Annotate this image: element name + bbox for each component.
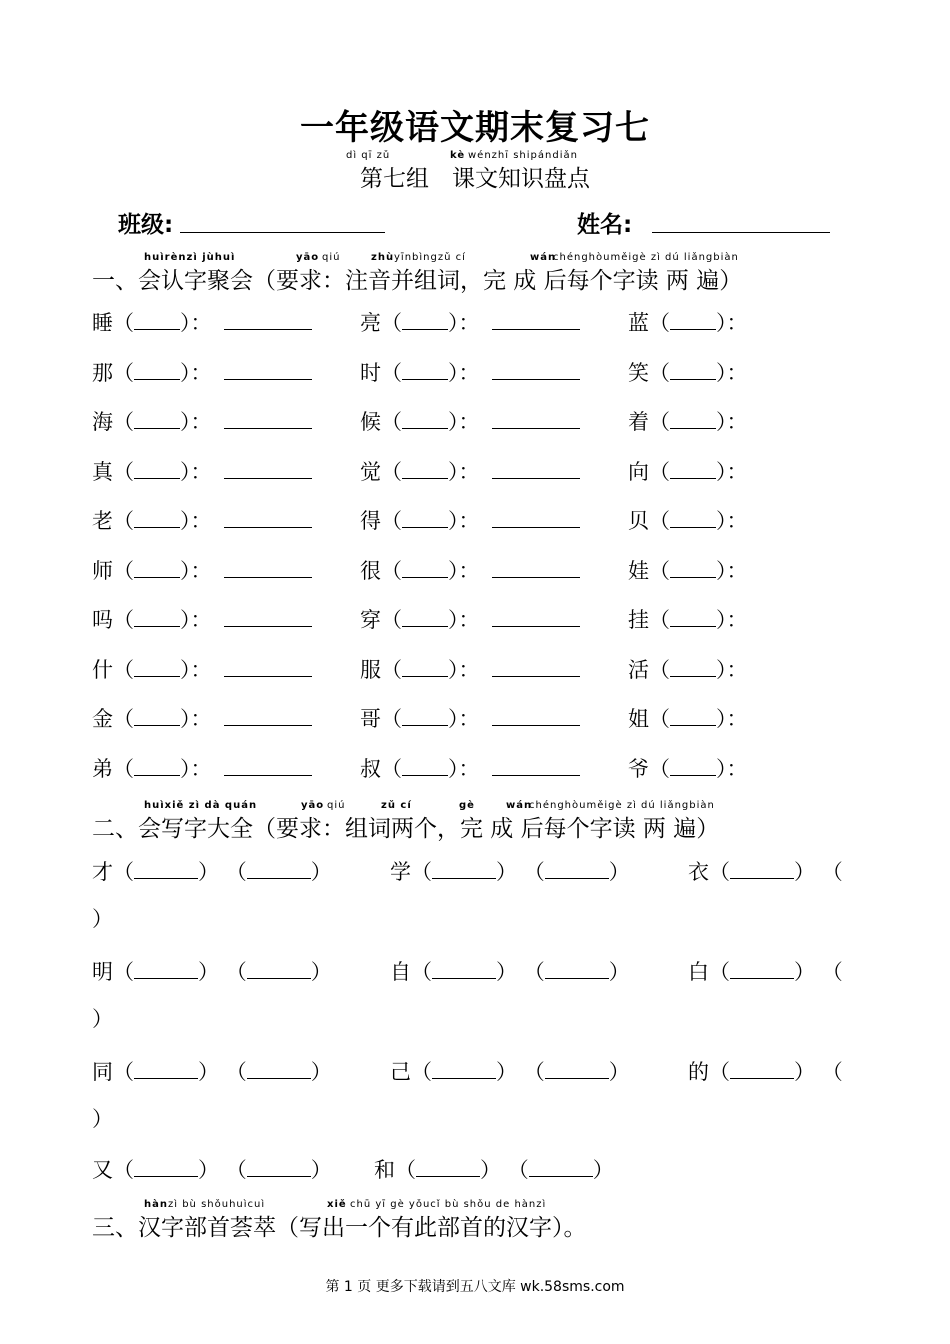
paren-close: ）： bbox=[448, 558, 480, 583]
char-entry bbox=[688, 856, 843, 886]
char-entry bbox=[360, 604, 580, 634]
word-blank[interactable] bbox=[416, 1156, 480, 1177]
char-entry bbox=[374, 1154, 614, 1184]
section2-pinyin-4: zǔ cí bbox=[381, 800, 412, 811]
paren-close: ）： bbox=[716, 509, 748, 533]
char-entry bbox=[92, 406, 312, 436]
char-entry bbox=[92, 1056, 332, 1086]
pinyin-blank[interactable] bbox=[134, 705, 180, 726]
paren-open: （ bbox=[821, 960, 843, 984]
char: 向 bbox=[628, 459, 649, 484]
section3-pinyin-3: xiě bbox=[327, 1199, 347, 1210]
pinyin-blank[interactable] bbox=[134, 309, 180, 330]
paren-close: ） bbox=[310, 1060, 332, 1084]
word-blank[interactable] bbox=[492, 656, 580, 677]
pinyin-blank[interactable] bbox=[402, 557, 448, 578]
char: 同 bbox=[92, 1060, 113, 1084]
section1-pinyin-7: chénghòuměigè zì dú liǎngbiàn bbox=[553, 252, 739, 263]
word-blank[interactable] bbox=[247, 1156, 311, 1177]
char: 己 bbox=[390, 1060, 411, 1084]
char: 白 bbox=[688, 960, 709, 984]
paren-open: （ bbox=[113, 410, 134, 434]
paren-open: （ bbox=[381, 608, 402, 632]
word-blank[interactable] bbox=[224, 458, 312, 479]
word-blank[interactable] bbox=[545, 958, 609, 979]
word-blank[interactable] bbox=[224, 557, 312, 578]
paren-close: ） bbox=[198, 960, 219, 984]
paren-close: ） bbox=[92, 1107, 113, 1131]
word-blank[interactable] bbox=[432, 958, 496, 979]
paren-close: ）： bbox=[448, 509, 480, 533]
class-field[interactable] bbox=[180, 232, 385, 233]
word-blank[interactable] bbox=[134, 858, 198, 879]
paren-open: （ bbox=[523, 860, 545, 884]
paren-close: ）： bbox=[448, 410, 480, 434]
paren-open: （ bbox=[113, 756, 134, 781]
section3-pinyin-1: hàn bbox=[144, 1199, 168, 1210]
section2-pinyin-7: chénghòuměigè zì dú liǎngbiàn bbox=[529, 800, 715, 811]
word-blank[interactable] bbox=[545, 858, 609, 879]
char-entry bbox=[360, 406, 580, 436]
char-entry bbox=[92, 456, 312, 486]
class-label: 班级: bbox=[118, 212, 174, 238]
paren-open: （ bbox=[709, 860, 730, 884]
paren-close: ） bbox=[608, 860, 630, 884]
pinyin-blank[interactable] bbox=[402, 408, 448, 429]
paren-close: ）： bbox=[716, 558, 748, 583]
paren-close: ）： bbox=[448, 657, 480, 682]
paren-close: ）： bbox=[716, 311, 748, 335]
char-entry bbox=[92, 956, 332, 986]
char: 很 bbox=[360, 558, 381, 583]
paren-close: ）： bbox=[716, 657, 748, 682]
paren-close: ） bbox=[794, 860, 815, 884]
paren-close: ） bbox=[198, 1158, 219, 1182]
word-blank[interactable] bbox=[492, 606, 580, 627]
char-entry bbox=[92, 753, 312, 783]
char-entry bbox=[92, 505, 312, 535]
char-entry bbox=[628, 753, 748, 783]
char: 吗 bbox=[92, 608, 113, 632]
char-entry bbox=[92, 357, 312, 387]
paren-close: ） bbox=[92, 907, 113, 931]
char-entry bbox=[360, 357, 580, 387]
char: 什 bbox=[92, 657, 113, 682]
char: 师 bbox=[92, 558, 113, 583]
paren-open: （ bbox=[113, 707, 134, 731]
char-entry bbox=[92, 555, 312, 585]
section2-pinyin-6: wán bbox=[506, 800, 533, 811]
paren-open: （ bbox=[381, 756, 402, 781]
paren-open: （ bbox=[507, 1158, 529, 1182]
pinyin-blank[interactable] bbox=[402, 458, 448, 479]
pinyin-blank[interactable] bbox=[402, 755, 448, 776]
pinyin-blank[interactable] bbox=[670, 458, 716, 479]
section2-heading: 二、会写字大全（要求：组词两个，完 成 后每个字读 两 遍） bbox=[92, 816, 720, 842]
word-blank[interactable] bbox=[134, 1156, 198, 1177]
paren-open: （ bbox=[225, 1158, 247, 1182]
word-blank[interactable] bbox=[492, 408, 580, 429]
char: 哥 bbox=[360, 707, 381, 731]
paren-close: ）： bbox=[180, 707, 212, 731]
char-entry bbox=[628, 555, 748, 585]
char-entry-wrap bbox=[92, 1003, 113, 1033]
section1-pinyin-2: yāo bbox=[296, 252, 320, 263]
paren-close: ） bbox=[794, 1060, 815, 1084]
paren-open: （ bbox=[411, 1060, 432, 1084]
paren-open: （ bbox=[381, 657, 402, 682]
paren-open: （ bbox=[395, 1158, 416, 1182]
char: 弟 bbox=[92, 756, 113, 781]
paren-close: ） bbox=[92, 1007, 113, 1031]
char-entry bbox=[92, 654, 312, 684]
paren-open: （ bbox=[113, 558, 134, 583]
word-blank[interactable] bbox=[492, 755, 580, 776]
paren-close: ） bbox=[480, 1158, 501, 1182]
paren-close: ） bbox=[496, 960, 517, 984]
pinyin-blank[interactable] bbox=[134, 408, 180, 429]
paren-open: （ bbox=[709, 960, 730, 984]
paren-close: ）： bbox=[448, 608, 480, 632]
char-entry bbox=[628, 307, 748, 337]
word-blank[interactable] bbox=[134, 1058, 198, 1079]
word-blank[interactable] bbox=[545, 1058, 609, 1079]
paren-open: （ bbox=[411, 860, 432, 884]
paren-open: （ bbox=[381, 410, 402, 434]
char: 又 bbox=[92, 1158, 113, 1182]
char-entry bbox=[628, 505, 748, 535]
char: 时 bbox=[360, 360, 381, 385]
char: 那 bbox=[92, 360, 113, 385]
pinyin-blank[interactable] bbox=[134, 755, 180, 776]
char: 候 bbox=[360, 410, 381, 434]
subtitle-pinyin-1: dì qī zǔ bbox=[346, 150, 391, 161]
paren-open: （ bbox=[523, 1060, 545, 1084]
name-field[interactable] bbox=[652, 232, 830, 233]
pinyin-blank[interactable] bbox=[402, 309, 448, 330]
pinyin-blank[interactable] bbox=[670, 755, 716, 776]
paren-open: （ bbox=[113, 608, 134, 632]
char: 得 bbox=[360, 509, 381, 533]
word-blank[interactable] bbox=[247, 1058, 311, 1079]
word-blank[interactable] bbox=[224, 606, 312, 627]
word-blank[interactable] bbox=[432, 1058, 496, 1079]
section1-pinyin-3: qiú bbox=[322, 252, 341, 263]
paren-close: ） bbox=[310, 960, 332, 984]
word-blank[interactable] bbox=[224, 705, 312, 726]
section3-pinyin-2: zì bù shǒuhuìcuì bbox=[168, 1199, 266, 1210]
paren-close: ）： bbox=[716, 410, 748, 434]
word-blank[interactable] bbox=[224, 309, 312, 330]
char-entry bbox=[92, 1154, 332, 1184]
pinyin-blank[interactable] bbox=[402, 705, 448, 726]
paren-open: （ bbox=[381, 558, 402, 583]
paren-close: ） bbox=[608, 960, 630, 984]
char-entry bbox=[390, 1056, 630, 1086]
word-blank[interactable] bbox=[224, 755, 312, 776]
char-entry bbox=[360, 654, 580, 684]
char-entry bbox=[628, 654, 748, 684]
section3-heading: 三、汉字部首荟萃（写出一个有此部首的汉字）。 bbox=[92, 1215, 587, 1241]
paren-open: （ bbox=[225, 860, 247, 884]
paren-open: （ bbox=[649, 459, 670, 484]
pinyin-blank[interactable] bbox=[134, 458, 180, 479]
paren-close: ）： bbox=[448, 707, 480, 731]
paren-close: ） bbox=[608, 1060, 630, 1084]
section2-pinyin-3: qiú bbox=[327, 800, 346, 811]
word-blank[interactable] bbox=[730, 858, 794, 879]
pinyin-blank[interactable] bbox=[402, 507, 448, 528]
word-blank[interactable] bbox=[224, 359, 312, 380]
section1-heading: 一、会认字聚会（要求：注音并组词，完 成 后每个字读 两 遍） bbox=[92, 268, 743, 294]
char: 自 bbox=[390, 960, 411, 984]
word-blank[interactable] bbox=[224, 507, 312, 528]
paren-close: ）： bbox=[180, 311, 212, 335]
pinyin-blank[interactable] bbox=[134, 557, 180, 578]
pinyin-blank[interactable] bbox=[134, 507, 180, 528]
char-entry bbox=[92, 856, 332, 886]
paren-open: （ bbox=[381, 509, 402, 533]
pinyin-blank[interactable] bbox=[670, 656, 716, 677]
word-blank[interactable] bbox=[730, 1058, 794, 1079]
paren-close: ）： bbox=[180, 360, 212, 385]
paren-open: （ bbox=[649, 657, 670, 682]
char: 娃 bbox=[628, 558, 649, 583]
char-entry bbox=[360, 703, 580, 733]
paren-open: （ bbox=[113, 509, 134, 533]
char-entry-wrap bbox=[92, 903, 113, 933]
paren-close: ）： bbox=[180, 410, 212, 434]
char-entry bbox=[628, 604, 748, 634]
char-entry bbox=[92, 307, 312, 337]
paren-open: （ bbox=[113, 1060, 134, 1084]
char-entry bbox=[688, 956, 843, 986]
char: 蓝 bbox=[628, 311, 649, 335]
char: 觉 bbox=[360, 459, 381, 484]
paren-open: （ bbox=[649, 509, 670, 533]
paren-close: ） bbox=[198, 860, 219, 884]
char: 和 bbox=[374, 1158, 395, 1182]
paren-open: （ bbox=[821, 860, 843, 884]
char-entry bbox=[628, 703, 748, 733]
char-entry bbox=[360, 456, 580, 486]
char: 亮 bbox=[360, 311, 381, 335]
paren-open: （ bbox=[381, 311, 402, 335]
char: 爷 bbox=[628, 756, 649, 781]
word-blank[interactable] bbox=[492, 359, 580, 380]
section1-pinyin-1: huìrènzì jùhuì bbox=[144, 252, 236, 263]
pinyin-blank[interactable] bbox=[670, 309, 716, 330]
char: 服 bbox=[360, 657, 381, 682]
paren-open: （ bbox=[649, 756, 670, 781]
char: 老 bbox=[92, 509, 113, 533]
paren-close: ）： bbox=[180, 509, 212, 533]
word-blank[interactable] bbox=[492, 507, 580, 528]
subtitle-pinyin-2: kè bbox=[450, 150, 466, 161]
word-blank[interactable] bbox=[492, 458, 580, 479]
word-blank[interactable] bbox=[247, 958, 311, 979]
paren-open: （ bbox=[649, 558, 670, 583]
char: 贝 bbox=[628, 509, 649, 533]
char: 挂 bbox=[628, 608, 649, 632]
paren-open: （ bbox=[649, 311, 670, 335]
char-entry bbox=[390, 956, 630, 986]
pinyin-blank[interactable] bbox=[670, 606, 716, 627]
word-blank[interactable] bbox=[492, 557, 580, 578]
word-blank[interactable] bbox=[432, 858, 496, 879]
char: 的 bbox=[688, 1060, 709, 1084]
paren-close: ）： bbox=[180, 608, 212, 632]
paren-close: ）： bbox=[448, 360, 480, 385]
paren-close: ）： bbox=[716, 608, 748, 632]
paren-close: ） bbox=[198, 1060, 219, 1084]
char: 海 bbox=[92, 410, 113, 434]
paren-close: ）： bbox=[448, 311, 480, 335]
char-entry bbox=[360, 505, 580, 535]
char: 衣 bbox=[688, 860, 709, 884]
pinyin-blank[interactable] bbox=[134, 359, 180, 380]
char: 笑 bbox=[628, 360, 649, 385]
pinyin-blank[interactable] bbox=[402, 606, 448, 627]
paren-close: ） bbox=[794, 960, 815, 984]
paren-close: ）： bbox=[716, 459, 748, 484]
subtitle: 第七组 课文知识盘点 bbox=[360, 166, 590, 192]
section1-pinyin-4: zhù bbox=[371, 252, 395, 263]
char: 活 bbox=[628, 657, 649, 682]
paren-open: （ bbox=[523, 960, 545, 984]
paren-close: ）： bbox=[716, 360, 748, 385]
page-title: 一年级语文期末复习七 bbox=[300, 108, 650, 148]
section2-pinyin-5: gè bbox=[459, 800, 475, 811]
paren-open: （ bbox=[649, 360, 670, 385]
paren-close: ）： bbox=[180, 756, 212, 781]
char: 真 bbox=[92, 459, 113, 484]
char: 金 bbox=[92, 707, 113, 731]
paren-open: （ bbox=[225, 1060, 247, 1084]
paren-open: （ bbox=[113, 960, 134, 984]
char-entry bbox=[360, 753, 580, 783]
char-entry-wrap bbox=[92, 1103, 113, 1133]
section1-pinyin-6: wán bbox=[530, 252, 557, 263]
paren-open: （ bbox=[649, 608, 670, 632]
paren-open: （ bbox=[411, 960, 432, 984]
paren-close: ）： bbox=[716, 756, 748, 781]
pinyin-blank[interactable] bbox=[670, 507, 716, 528]
pinyin-blank[interactable] bbox=[402, 656, 448, 677]
paren-open: （ bbox=[381, 707, 402, 731]
word-blank[interactable] bbox=[730, 958, 794, 979]
char-entry bbox=[628, 456, 748, 486]
paren-open: （ bbox=[113, 459, 134, 484]
word-blank[interactable] bbox=[492, 705, 580, 726]
word-blank[interactable] bbox=[529, 1156, 593, 1177]
section3-pinyin-4: chū yī gè yǒucǐ bù shǒu de hànzì bbox=[350, 1199, 547, 1210]
footer: 第 1 页 更多下载请到五八文库 wk.58sms.com bbox=[325, 1279, 625, 1295]
word-blank[interactable] bbox=[224, 408, 312, 429]
char-entry bbox=[628, 406, 748, 436]
char-entry bbox=[92, 703, 312, 733]
paren-close: ）： bbox=[180, 657, 212, 682]
char-entry bbox=[688, 1056, 843, 1086]
section2-pinyin-2: yāo bbox=[301, 800, 325, 811]
char: 穿 bbox=[360, 608, 381, 632]
char: 明 bbox=[92, 960, 113, 984]
paren-open: （ bbox=[113, 311, 134, 335]
char-entry bbox=[628, 357, 748, 387]
paren-open: （ bbox=[225, 960, 247, 984]
char: 睡 bbox=[92, 311, 113, 335]
section2-pinyin-1: huìxiě zì dà quán bbox=[144, 800, 258, 811]
pinyin-blank[interactable] bbox=[670, 408, 716, 429]
paren-open: （ bbox=[649, 707, 670, 731]
char: 才 bbox=[92, 860, 113, 884]
word-blank[interactable] bbox=[134, 958, 198, 979]
paren-open: （ bbox=[821, 1060, 843, 1084]
pinyin-blank[interactable] bbox=[402, 359, 448, 380]
char-entry bbox=[360, 555, 580, 585]
paren-close: ） bbox=[496, 1060, 517, 1084]
pinyin-blank[interactable] bbox=[670, 557, 716, 578]
char-entry bbox=[390, 856, 630, 886]
char: 学 bbox=[390, 860, 411, 884]
word-blank[interactable] bbox=[224, 656, 312, 677]
paren-close: ） bbox=[592, 1158, 614, 1182]
paren-close: ） bbox=[496, 860, 517, 884]
paren-close: ）： bbox=[448, 756, 480, 781]
paren-close: ）： bbox=[180, 459, 212, 484]
char: 叔 bbox=[360, 756, 381, 781]
char: 着 bbox=[628, 410, 649, 434]
pinyin-blank[interactable] bbox=[670, 705, 716, 726]
name-label: 姓名: bbox=[577, 212, 633, 238]
paren-open: （ bbox=[113, 1158, 134, 1182]
pinyin-blank[interactable] bbox=[670, 359, 716, 380]
char-entry bbox=[360, 307, 580, 337]
section1-pinyin-5: yīnbìngzǔ cí bbox=[394, 252, 466, 263]
char-entry bbox=[92, 604, 312, 634]
paren-open: （ bbox=[381, 360, 402, 385]
paren-open: （ bbox=[113, 360, 134, 385]
paren-close: ）： bbox=[448, 459, 480, 484]
paren-open: （ bbox=[709, 1060, 730, 1084]
paren-close: ） bbox=[310, 860, 332, 884]
char: 姐 bbox=[628, 707, 649, 731]
paren-close: ）： bbox=[716, 707, 748, 731]
word-blank[interactable] bbox=[247, 858, 311, 879]
subtitle-pinyin-3: wénzhī shipándiǎn bbox=[468, 150, 578, 161]
paren-open: （ bbox=[649, 410, 670, 434]
paren-close: ） bbox=[310, 1158, 332, 1182]
word-blank[interactable] bbox=[492, 309, 580, 330]
paren-open: （ bbox=[113, 657, 134, 682]
paren-close: ）： bbox=[180, 558, 212, 583]
pinyin-blank[interactable] bbox=[134, 606, 180, 627]
pinyin-blank[interactable] bbox=[134, 656, 180, 677]
paren-open: （ bbox=[113, 860, 134, 884]
paren-open: （ bbox=[381, 459, 402, 484]
